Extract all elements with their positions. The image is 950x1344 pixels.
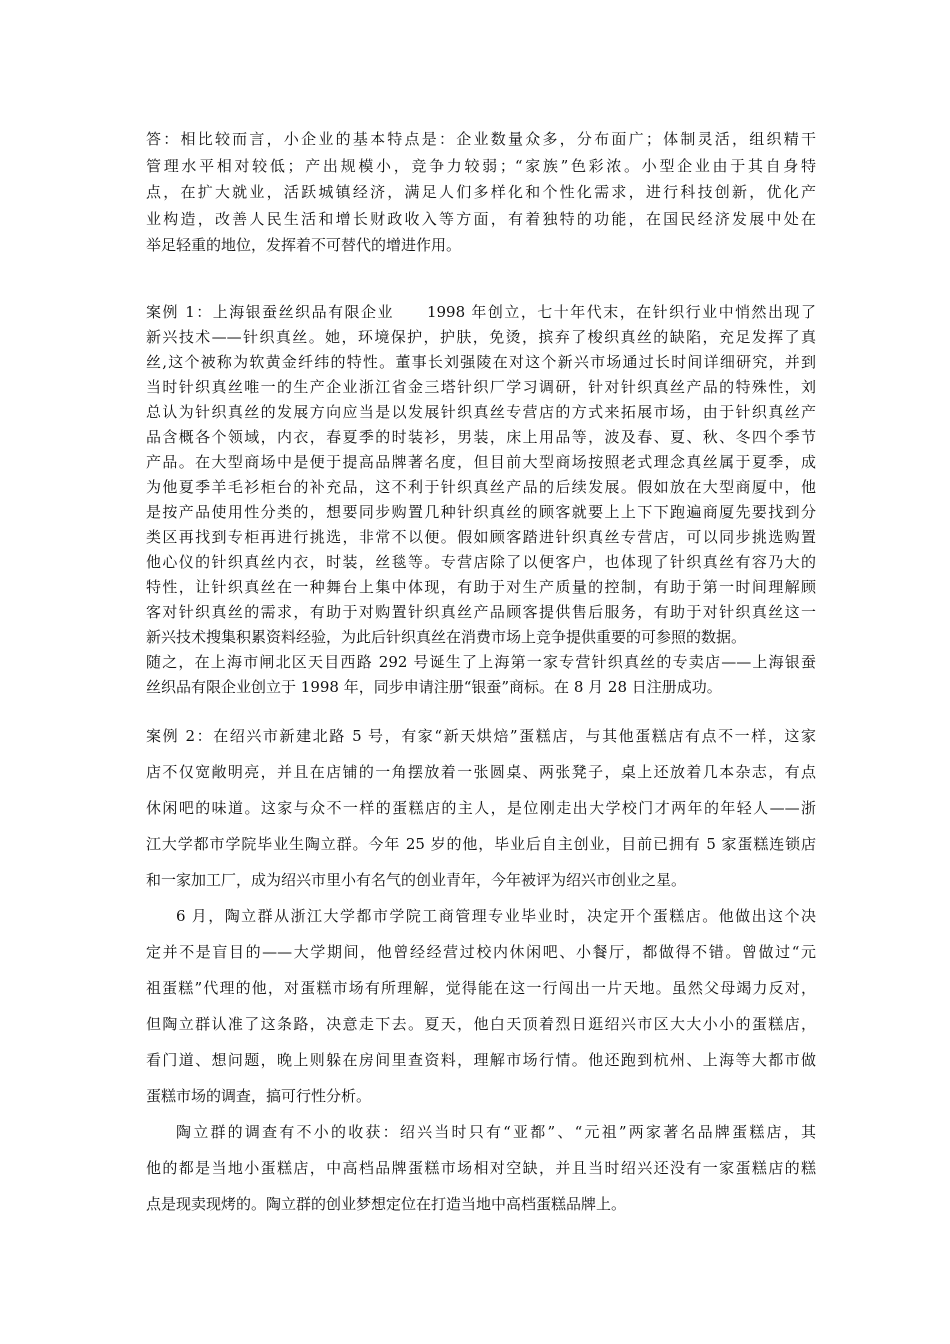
text-line: 6 月，陶立群从浙江大学都市学院工商管理专业毕业时，决定开个蛋糕店。他做出这个决 xyxy=(176,907,816,925)
text-line: 举足轻重的地位，发挥着不可替代的增进作用。 xyxy=(146,236,462,254)
text-line: 案例 2：在绍兴市新建北路 5 号，有家“新天烘焙”蛋糕店，与其他蛋糕店有点不一样，这家 xyxy=(146,727,816,745)
text-line: 看门道、想问题，晚上则躲在房间里查资料，理解市场行情。他还跑到杭州、上海等大都市做 xyxy=(146,1051,816,1069)
text-line: 随之，在上海市闸北区天目西路 292 号诞生了上海第一家专营针织真丝的专卖店——上海银蚕 xyxy=(146,653,816,671)
text-line: 但陶立群认准了这条路，决意走下去。夏天，他白天顶着烈日逛绍兴市区大大小小的蛋糕店， xyxy=(146,1015,816,1033)
text-line: 品含概各个领域，内衣，春夏季的时装衫，男装，床上用品等，波及春、夏、秋、冬四个季节 xyxy=(146,428,816,446)
text-line: 祖蛋糕”代理的他，对蛋糕市场有所理解，觉得能在这一行闯出一片天地。虽然父母竭力反对， xyxy=(146,979,816,997)
text-line: 休闲吧的味道。这家与众不一样的蛋糕店的主人，是位刚走出大学校门才两年的年轻人——浙 xyxy=(146,799,816,817)
text-line: 是按产品使用性分类的，想要同步购置几种针织真丝的顾客就要上上下下跑遍商厦先要找到分 xyxy=(146,503,816,521)
text-line: 特性，让针织真丝在一种舞台上集中体现，有助于对生产质量的控制，有助于第一时间理解顾 xyxy=(146,578,816,596)
text-line: 为他夏季羊毛衫柜台的补充品，这不利于针织真丝产品的后续发展。假如放在大型商厦中，他 xyxy=(146,478,816,496)
text-line: 产品。在大型商场中是便于提高品牌著名度，但目前大型商场按照老式理念真丝属于夏季，成 xyxy=(146,453,816,471)
text-line: 他的都是当地小蛋糕店，中高档品牌蛋糕市场相对空缺，并且当时绍兴还没有一家蛋糕店的糕 xyxy=(146,1159,816,1177)
text-line: 客对针织真丝的需求，有助于对购置针织真丝产品顾客提供售后服务，有助于对针织真丝这一 xyxy=(146,603,816,621)
text-line: 定并不是盲目的——大学期间，他曾经经营过校内休闲吧、小餐厅，都做得不错。曾做过“元 xyxy=(146,943,816,961)
text-line: 和一家加工厂，成为绍兴市里小有名气的创业青年，今年被评为绍兴市创业之星。 xyxy=(146,871,687,889)
text-line: 江大学都市学院毕业生陶立群。今年 25 岁的他，毕业后自主创业，目前已拥有 5 家蛋糕连锁店 xyxy=(146,835,816,853)
text-line: 蛋糕市场的调查，搞可行性分析。 xyxy=(146,1087,372,1105)
text-line: 新兴技术——针织真丝。她，环境保护，护肤，免烫，摈弃了梭织真丝的缺陷，充足发挥了真 xyxy=(146,328,816,346)
text-line: 案例 1：上海银蚕丝织品有限企业 1998 年创立，七十年代末，在针织行业中悄然出现了 xyxy=(146,303,816,321)
text-line: 丝,这个被称为软黄金纤纬的特性。董事长刘强陵在对这个新兴市场通过长时间详细研究，并到 xyxy=(146,353,816,371)
text-line: 点，在扩大就业，活跃城镇经济，满足人们多样化和个性化需求，进行科技创新，优化产 xyxy=(146,183,816,201)
text-line: 管理水平相对较低；产出规模小，竞争力较弱；“家族”色彩浓。小型企业由于其自身特 xyxy=(146,157,816,175)
text-line: 当时针织真丝唯一的生产企业浙江省金三塔针织厂学习调研，针对针织真丝产品的特殊性，刘 xyxy=(146,378,816,396)
text-line: 丝织品有限企业创立于 1998 年，同步申请注册“银蚕”商标。在 8 月 28 日注册成功。 xyxy=(146,678,722,696)
text-line: 类区再找到专柜再进行挑选，非常不以便。假如顾客踏进针织真丝专营店，可以同步挑选购置 xyxy=(146,528,816,546)
text-line: 点是现卖现烤的。陶立群的创业梦想定位在打造当地中高档蛋糕品牌上。 xyxy=(146,1195,627,1213)
text-line: 答：相比较而言，小企业的基本特点是：企业数量众多，分布面广；体制灵活，组织精干 xyxy=(146,130,816,148)
text-line: 业构造，改善人民生活和增长财政收入等方面，有着独特的功能，在国民经济发展中处在 xyxy=(146,210,816,228)
text-line: 他心仪的针织真丝内衣，时装，丝毯等。专营店除了以便客户，也体现了针织真丝有容乃大的 xyxy=(146,553,816,571)
text-line: 新兴技术搜集积累资料经验，为此后针织真丝在消费市场上竞争提供重要的可参照的数据。 xyxy=(146,628,747,646)
text-line: 店不仅宽敞明亮，并且在店铺的一角摆放着一张圆桌、两张凳子，桌上还放着几本杂志，有点 xyxy=(146,763,816,781)
text-line: 总认为针织真丝的发展方向应当是以发展针织真丝专营店的方式来拓展市场，由于针织真丝产 xyxy=(146,403,816,421)
text-line: 陶立群的调查有不小的收获：绍兴当时只有“亚都”、“元祖”两家著名品牌蛋糕店，其 xyxy=(176,1123,816,1141)
